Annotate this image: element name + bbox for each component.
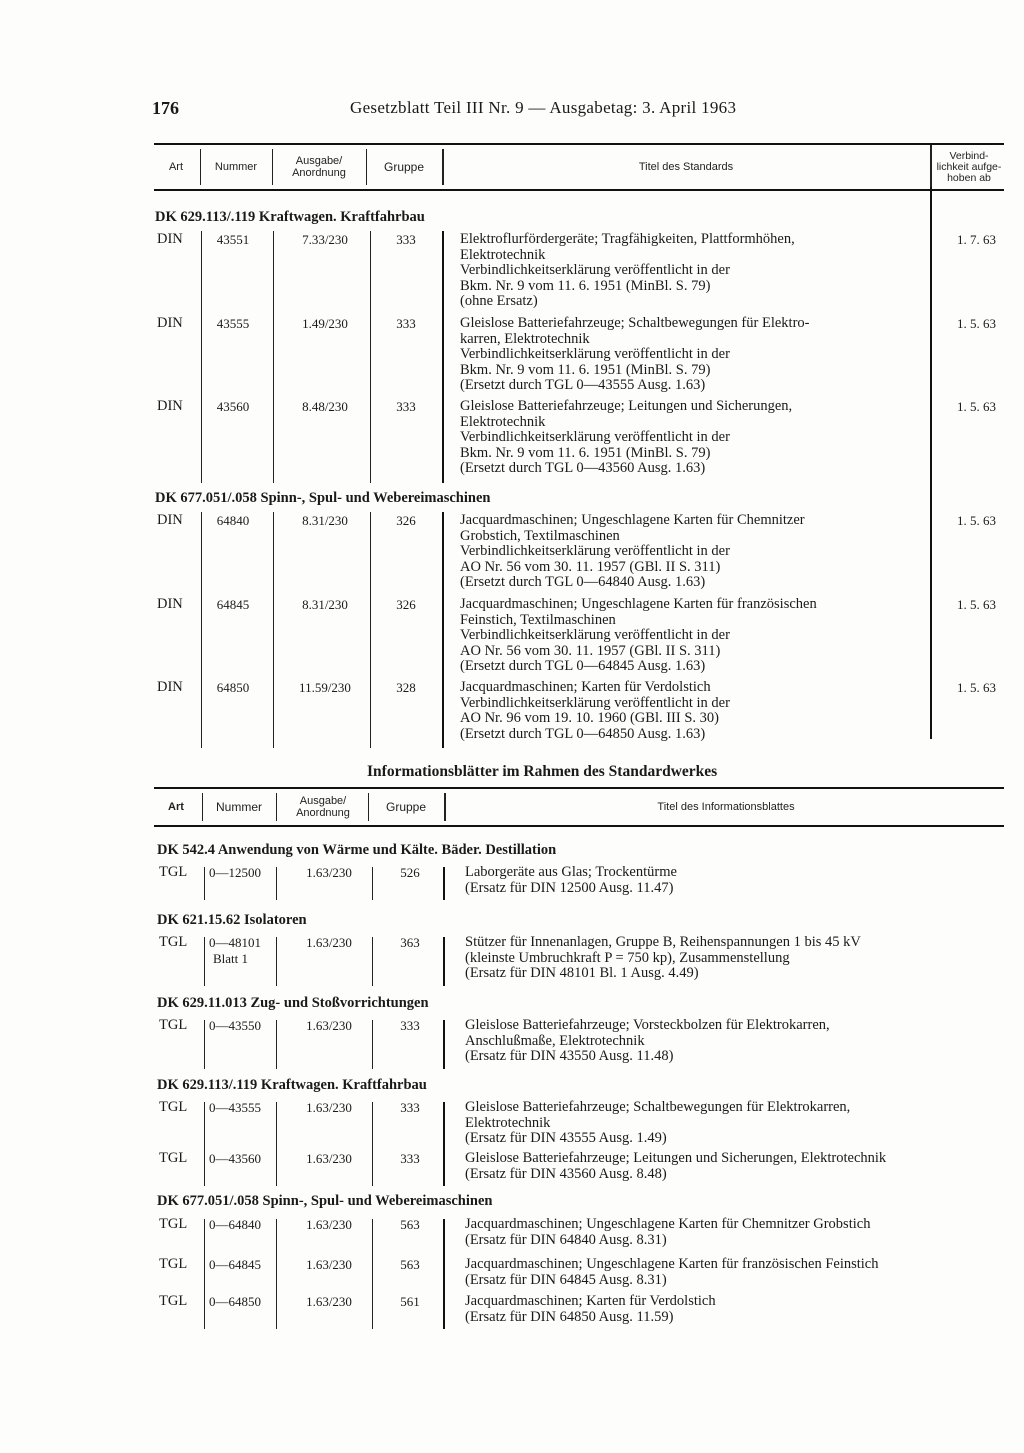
row-title-line: (kleinste Umbruchkraft P = 750 kp), Zusammenstellung [465,949,790,966]
page-header [152,98,1002,124]
row-nummer [209,1217,279,1233]
row-title-line: Elektroflurfördergeräte; Tragfähigkeiten, Plattformhöhen, [460,231,795,247]
row-title [460,316,930,394]
row-gruppe: 333 [400,1151,420,1166]
row-title [460,680,930,742]
col-titel: Titel des Standards [638,161,734,173]
row-nummer [209,1257,279,1273]
row-gruppe: 326 [396,597,416,612]
row-gruppe: 333 [396,316,416,331]
column-rule [204,1219,205,1329]
right-column-rule [930,187,932,739]
row-nummer-sheet: Blatt 1 [213,950,249,966]
row-ausgabe: 1.63/230 [306,1217,352,1232]
row-title-line: Verbindlichkeitserklärung veröffentlicht in der [460,543,730,559]
row-nummer: 43551 [216,232,250,247]
row-aufgehoben: 1. 5. 63 [957,597,996,612]
row-nummer [209,1151,279,1167]
row-title-line: Bkm. Nr. 9 vom 11. 6. 1951 (MinBl. S. 79) [460,361,711,378]
row-gruppe: 333 [396,232,416,247]
row-title [465,1294,1005,1325]
row-title-line: (Ersatz für DIN 12500 Ausg. 11.47) [465,879,674,896]
row-nummer-value: 0—64845 [209,1257,261,1272]
row-ausgabe: 1.63/230 [306,1151,352,1166]
row-nummer-value: 0—64850 [209,1294,261,1309]
col-titel: Titel des Informationsblattes [657,801,795,813]
col-separator [200,149,201,185]
col-separator [366,149,367,185]
row-nummer: 64845 [216,597,250,612]
column-rule [201,512,202,748]
row-nummer [209,1018,279,1034]
row-title-line: Jacquardmaschinen; Ungeschlagene Karten für französischen Feinstich [465,1256,879,1272]
row-ausgabe: 7.33/230 [302,232,348,247]
row-title-line: (Ersatz für DIN 64850 Ausg. 11.59) [465,1308,674,1325]
row-nummer-value: 0—48101 [209,935,261,950]
row-nummer-value: 0—43560 [209,1151,261,1166]
row-art: TGL [159,934,188,950]
row-title-line: Bkm. Nr. 9 vom 11. 6. 1951 (MinBl. S. 79) [460,277,711,294]
row-title-line: Jacquardmaschinen; Ungeschlagene Karten für Chemnitzer Grobstich [465,1216,871,1232]
row-ausgabe: 1.63/230 [306,935,352,950]
row-title-line: Jacquardmaschinen; Ungeschlagene Karten für französischen [460,596,817,612]
row-title [465,1217,1005,1248]
row-art: DIN [157,231,183,247]
column-rule [443,1102,445,1186]
section-title: DK 621.15.62 Isolatoren [157,912,307,928]
row-title-line: (Ersetzt durch TGL 0—43555 Ausg. 1.63) [460,377,706,393]
row-title-line: Elektrotechnik [460,413,546,430]
row-gruppe: 333 [400,1018,420,1033]
row-aufgehoben: 1. 5. 63 [957,399,996,414]
column-rule [204,867,205,900]
section-title: DK 629.11.013 Zug- und Stoßvorrichtungen [157,995,429,1011]
row-ausgabe: 11.59/230 [299,680,351,695]
column-rule [443,1020,445,1069]
row-art: DIN [157,679,183,695]
column-rule [443,937,445,986]
row-title-line: Bkm. Nr. 9 vom 11. 6. 1951 (MinBl. S. 79) [460,444,711,461]
row-art: TGL [159,1150,188,1166]
row-nummer: 64840 [216,513,250,528]
row-nummer [209,1100,279,1116]
row-title [465,1018,1005,1065]
column-rule [443,867,445,900]
column-rule [276,1219,277,1329]
row-nummer: 43560 [216,399,250,414]
row-title [465,935,1005,982]
row-art: DIN [157,596,183,612]
row-gruppe: 333 [396,399,416,414]
row-title-line: (Ersetzt durch TGL 0—64840 Ausg. 1.63) [460,574,706,590]
row-ausgabe: 1.63/230 [306,1257,352,1272]
col-separator [272,149,273,185]
row-title-line: (Ersatz für DIN 43560 Ausg. 8.48) [465,1165,667,1182]
col-separator [442,149,444,185]
info-section-title: Informationsblätter im Rahmen des Standardwerkes [367,763,718,780]
row-title [465,865,1005,896]
row-nummer-value: 0—43550 [209,1018,261,1033]
row-art: TGL [159,1099,188,1115]
row-title-line: Stützer für Innenanlagen, Gruppe B, Reihenspannungen 1 bis 45 kV [465,934,861,950]
row-ausgabe: 1.63/230 [306,1018,352,1033]
row-title-line: (Ersetzt durch TGL 0—64850 Ausg. 1.63) [460,725,706,742]
row-title-line: Verbindlichkeitserklärung veröffentlicht in der [460,627,730,643]
column-rule [442,231,444,483]
row-title-line: Jacquardmaschinen; Karten für Verdolstich [460,679,711,695]
row-title [465,1100,1005,1147]
col-separator [444,793,446,821]
row-title-line: Gleislose Batteriefahrzeuge; Leitungen und Sicherungen, Elektrotechnik [465,1150,887,1166]
row-title-line: (ohne Ersatz) [460,293,538,309]
row-title-line: Jacquardmaschinen; Karten für Verdolstich [465,1293,716,1309]
column-rule [201,231,202,483]
row-gruppe: 563 [400,1257,420,1272]
row-title [465,1151,1005,1182]
row-ausgabe: 8.31/230 [302,513,348,528]
row-title-line: (Ersatz für DIN 48101 Bl. 1 Ausg. 4.49) [465,965,699,981]
column-rule [372,1219,373,1329]
row-title-line: AO Nr. 96 vom 19. 10. 1960 (GBl. III S. 30) [460,710,719,726]
row-gruppe: 333 [400,1100,420,1115]
column-rule [442,512,444,748]
row-gruppe: 526 [400,865,420,880]
col-gruppe: Gruppe [385,800,427,814]
row-nummer [209,865,279,881]
row-art: DIN [157,315,183,331]
row-gruppe: 563 [400,1217,420,1232]
row-art: TGL [159,1256,188,1272]
row-title [460,399,930,477]
column-rule [273,512,274,748]
row-nummer: 43555 [216,316,250,331]
column-rule [204,937,205,986]
column-rule [273,231,274,483]
row-nummer [209,1294,279,1310]
row-ausgabe: 1.63/230 [306,865,352,880]
row-art: TGL [159,1293,188,1309]
section-title: DK 629.113/.119 Kraftwagen. Kraftfahrbau [155,209,425,225]
row-ausgabe: 1.63/230 [306,1100,352,1115]
row-title-line: AO Nr. 56 vom 30. 11. 1957 (GBl. II S. 311) [460,642,721,659]
row-title [460,597,930,675]
col-art: Art [168,801,184,813]
row-title-line: AO Nr. 56 vom 30. 11. 1957 (GBl. II S. 311) [460,558,721,575]
row-title [465,1257,1005,1288]
column-rule [204,1020,205,1069]
row-aufgehoben: 1. 5. 63 [957,513,996,528]
row-art: TGL [159,1017,188,1033]
col-separator [202,793,203,821]
col-ausgabe: Ausgabe/ Anordnung [296,795,350,819]
section-title: DK 629.113/.119 Kraftwagen. Kraftfahrbau [157,1077,427,1093]
row-nummer [209,935,279,966]
row-title-line: (Ersatz für DIN 43550 Ausg. 11.48) [465,1048,674,1064]
col-separator [368,793,369,821]
row-ausgabe: 1.63/230 [306,1294,352,1309]
header-text: Gesetzblatt Teil III Nr. 9 — Ausgabetag: 3. April 1963 [350,98,737,117]
row-title-line: Gleislose Batteriefahrzeuge; Schaltbewegungen für Elektrokarren, [465,1099,851,1115]
row-art: TGL [159,1216,188,1232]
column-rule [370,231,371,483]
row-gruppe: 326 [396,513,416,528]
row-gruppe: 561 [400,1294,420,1309]
row-aufgehoben: 1. 5. 63 [957,680,996,695]
row-art: DIN [157,398,183,414]
col-art: Art [168,161,184,173]
row-art: TGL [159,864,188,880]
row-ausgabe: 8.48/230 [302,399,348,414]
row-title [460,513,930,591]
col-nummer: Nummer [215,800,262,814]
row-title-line: (Ersetzt durch TGL 0—64845 Ausg. 1.63) [460,658,706,674]
row-title-line: Verbindlichkeitserklärung veröffentlicht in der [460,429,730,445]
row-title-line: (Ersatz für DIN 64840 Ausg. 8.31) [465,1231,667,1248]
row-title-line: Anschlußmaße, Elektrotechnik [465,1032,645,1049]
row-title-line: Verbindlichkeitserklärung veröffentlicht in der [460,694,730,711]
row-aufgehoben: 1. 7. 63 [957,232,996,247]
row-aufgehoben: 1. 5. 63 [957,316,996,331]
section-title: DK 542.4 Anwendung von Wärme und Kälte. Bäder. Destillation [157,842,557,858]
row-title-line: Grobstich, Textilmaschinen [460,527,620,544]
row-title [460,232,930,310]
row-title-line: karren, Elektrotechnik [460,330,590,347]
col-separator [276,793,277,821]
row-ausgabe: 1.49/230 [302,316,348,331]
row-art: DIN [157,512,183,528]
row-nummer: 64850 [216,680,250,695]
row-title-line: Gleislose Batteriefahrzeuge; Schaltbewegungen für Elektro- [460,315,810,331]
row-gruppe: 328 [396,680,416,695]
page-number: 176 [152,98,179,118]
row-title-line: (Ersetzt durch TGL 0—43560 Ausg. 1.63) [460,460,706,476]
col-nummer: Nummer [214,161,258,173]
column-rule [370,512,371,748]
row-title-line: (Ersatz für DIN 43555 Ausg. 1.49) [465,1130,667,1146]
row-title-line: Laborgeräte aus Glas; Trockentürme [465,864,677,880]
info-column-header [154,787,1004,827]
row-nummer-value: 0—64840 [209,1217,261,1232]
section-title: DK 677.051/.058 Spinn-, Spul- und Webereimaschinen [157,1193,493,1209]
section-title: DK 677.051/.058 Spinn-, Spul- und Webereimaschinen [155,490,491,506]
row-nummer-value: 0—12500 [209,865,261,880]
row-title-line: Gleislose Batteriefahrzeuge; Vorsteckbolzen für Elektrokarren, [465,1017,830,1033]
col-verbindlich: Verbind- lichkeit aufge- hoben ab [936,149,1002,184]
standards-column-header [154,143,1004,191]
row-title-line: Jacquardmaschinen; Ungeschlagene Karten für Chemnitzer [460,512,805,528]
col-gruppe: Gruppe [383,160,425,174]
column-rule [204,1102,205,1186]
row-nummer-value: 0—43555 [209,1100,261,1115]
row-title-line: Gleislose Batteriefahrzeuge; Leitungen und Sicherungen, [460,398,793,414]
row-title-line: Elektrotechnik [460,246,546,263]
row-title-line: Verbindlichkeitserklärung veröffentlicht in der [460,262,730,278]
row-ausgabe: 8.31/230 [302,597,348,612]
row-title-line: Verbindlichkeitserklärung veröffentlicht in der [460,346,730,362]
row-title-line: Feinstich, Textilmaschinen [460,611,616,628]
column-rule [443,1219,445,1329]
col-separator [930,145,932,189]
row-title-line: Elektrotechnik [465,1114,551,1131]
row-gruppe: 363 [400,935,420,950]
row-title-line: (Ersatz für DIN 64845 Ausg. 8.31) [465,1271,667,1288]
col-ausgabe: Ausgabe/ Anordnung [292,155,346,179]
